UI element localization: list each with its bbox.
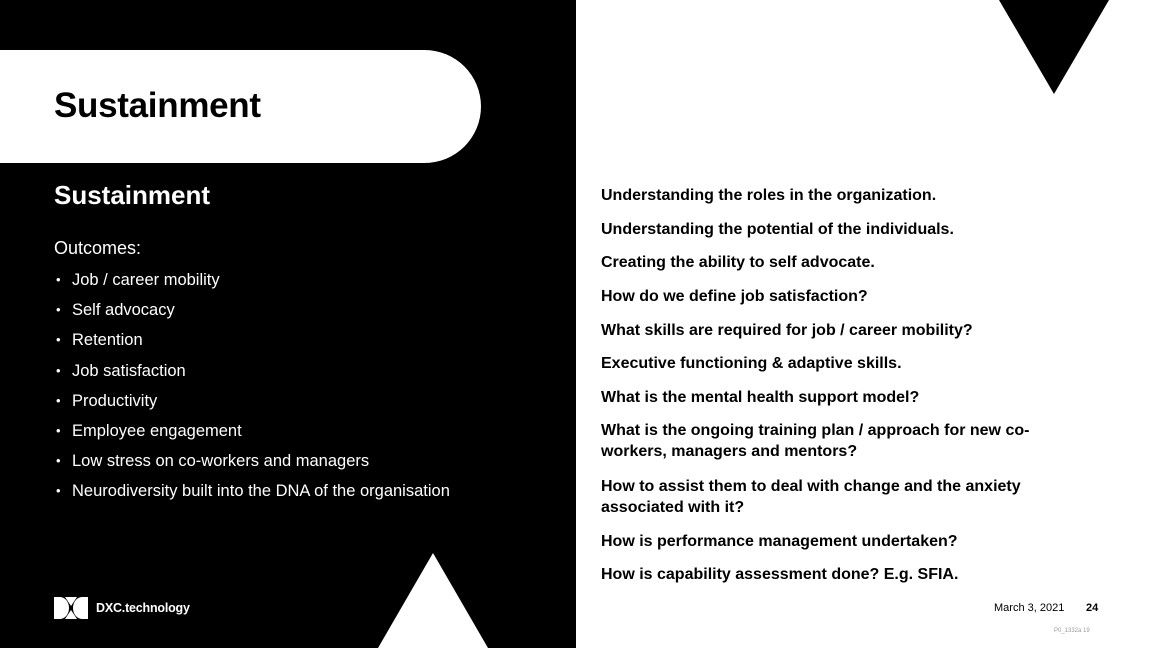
footer-date: March 3, 2021 [994, 602, 1065, 614]
logo-text: DXC.technology [96, 601, 190, 615]
list-item: • Job / career mobility [56, 271, 220, 289]
list-item: • Self advocacy [56, 301, 175, 320]
question-item: How is capability assessment done? E.g. SFIA. [601, 566, 959, 583]
list-item: • Productivity [56, 391, 158, 410]
question-item: Understanding the roles in the organization. [601, 187, 937, 204]
section-heading: Sustainment [54, 180, 211, 210]
list-item: • Retention [56, 331, 143, 350]
bullet-icon: • [56, 422, 61, 438]
question-item: What is the ongoing training plan / approach for new co-workers, managers and mentors? [601, 422, 1030, 460]
question-item: How is performance management undertaken? [601, 533, 958, 550]
bullet-icon: • [56, 302, 61, 318]
outcomes-list [54, 270, 450, 512]
list-item: • Employee engagement [56, 421, 242, 440]
bullet-icon: • [56, 392, 61, 408]
bullet-icon: • [56, 362, 61, 378]
question-item: Executive functioning & adaptive skills. [601, 355, 902, 372]
question-item: What is the mental health support model? [601, 389, 920, 406]
bullet-icon: • [56, 483, 61, 499]
list-item: • Job satisfaction [56, 361, 186, 380]
dxc-logo [54, 597, 190, 619]
triangle-decoration-top [999, 0, 1109, 94]
list-item: • Low stress on co-workers and managers [56, 452, 370, 471]
question-item: Creating the ability to self advocate. [601, 254, 875, 271]
dxc-logo-icon [54, 597, 88, 619]
question-item: What skills are required for job / career mobility? [601, 322, 973, 339]
footer-code: P0_1332a 19 [1054, 628, 1090, 634]
page-number: 24 [1086, 602, 1099, 614]
bullet-icon: • [56, 332, 61, 348]
question-item: How do we define job satisfaction? [601, 288, 868, 305]
bullet-icon: • [56, 272, 61, 287]
slide-title: Sustainment [54, 86, 261, 125]
outcomes-label: Outcomes: [54, 238, 142, 258]
question-item: How to assist them to deal with change and the anxiety associated with it? [601, 478, 1021, 516]
bullet-icon: • [56, 453, 61, 469]
list-item: • Neurodiversity built into the DNA of the organisation [56, 482, 450, 501]
triangle-decoration-bottom [378, 553, 488, 648]
question-item: Understanding the potential of the individuals. [601, 221, 954, 238]
